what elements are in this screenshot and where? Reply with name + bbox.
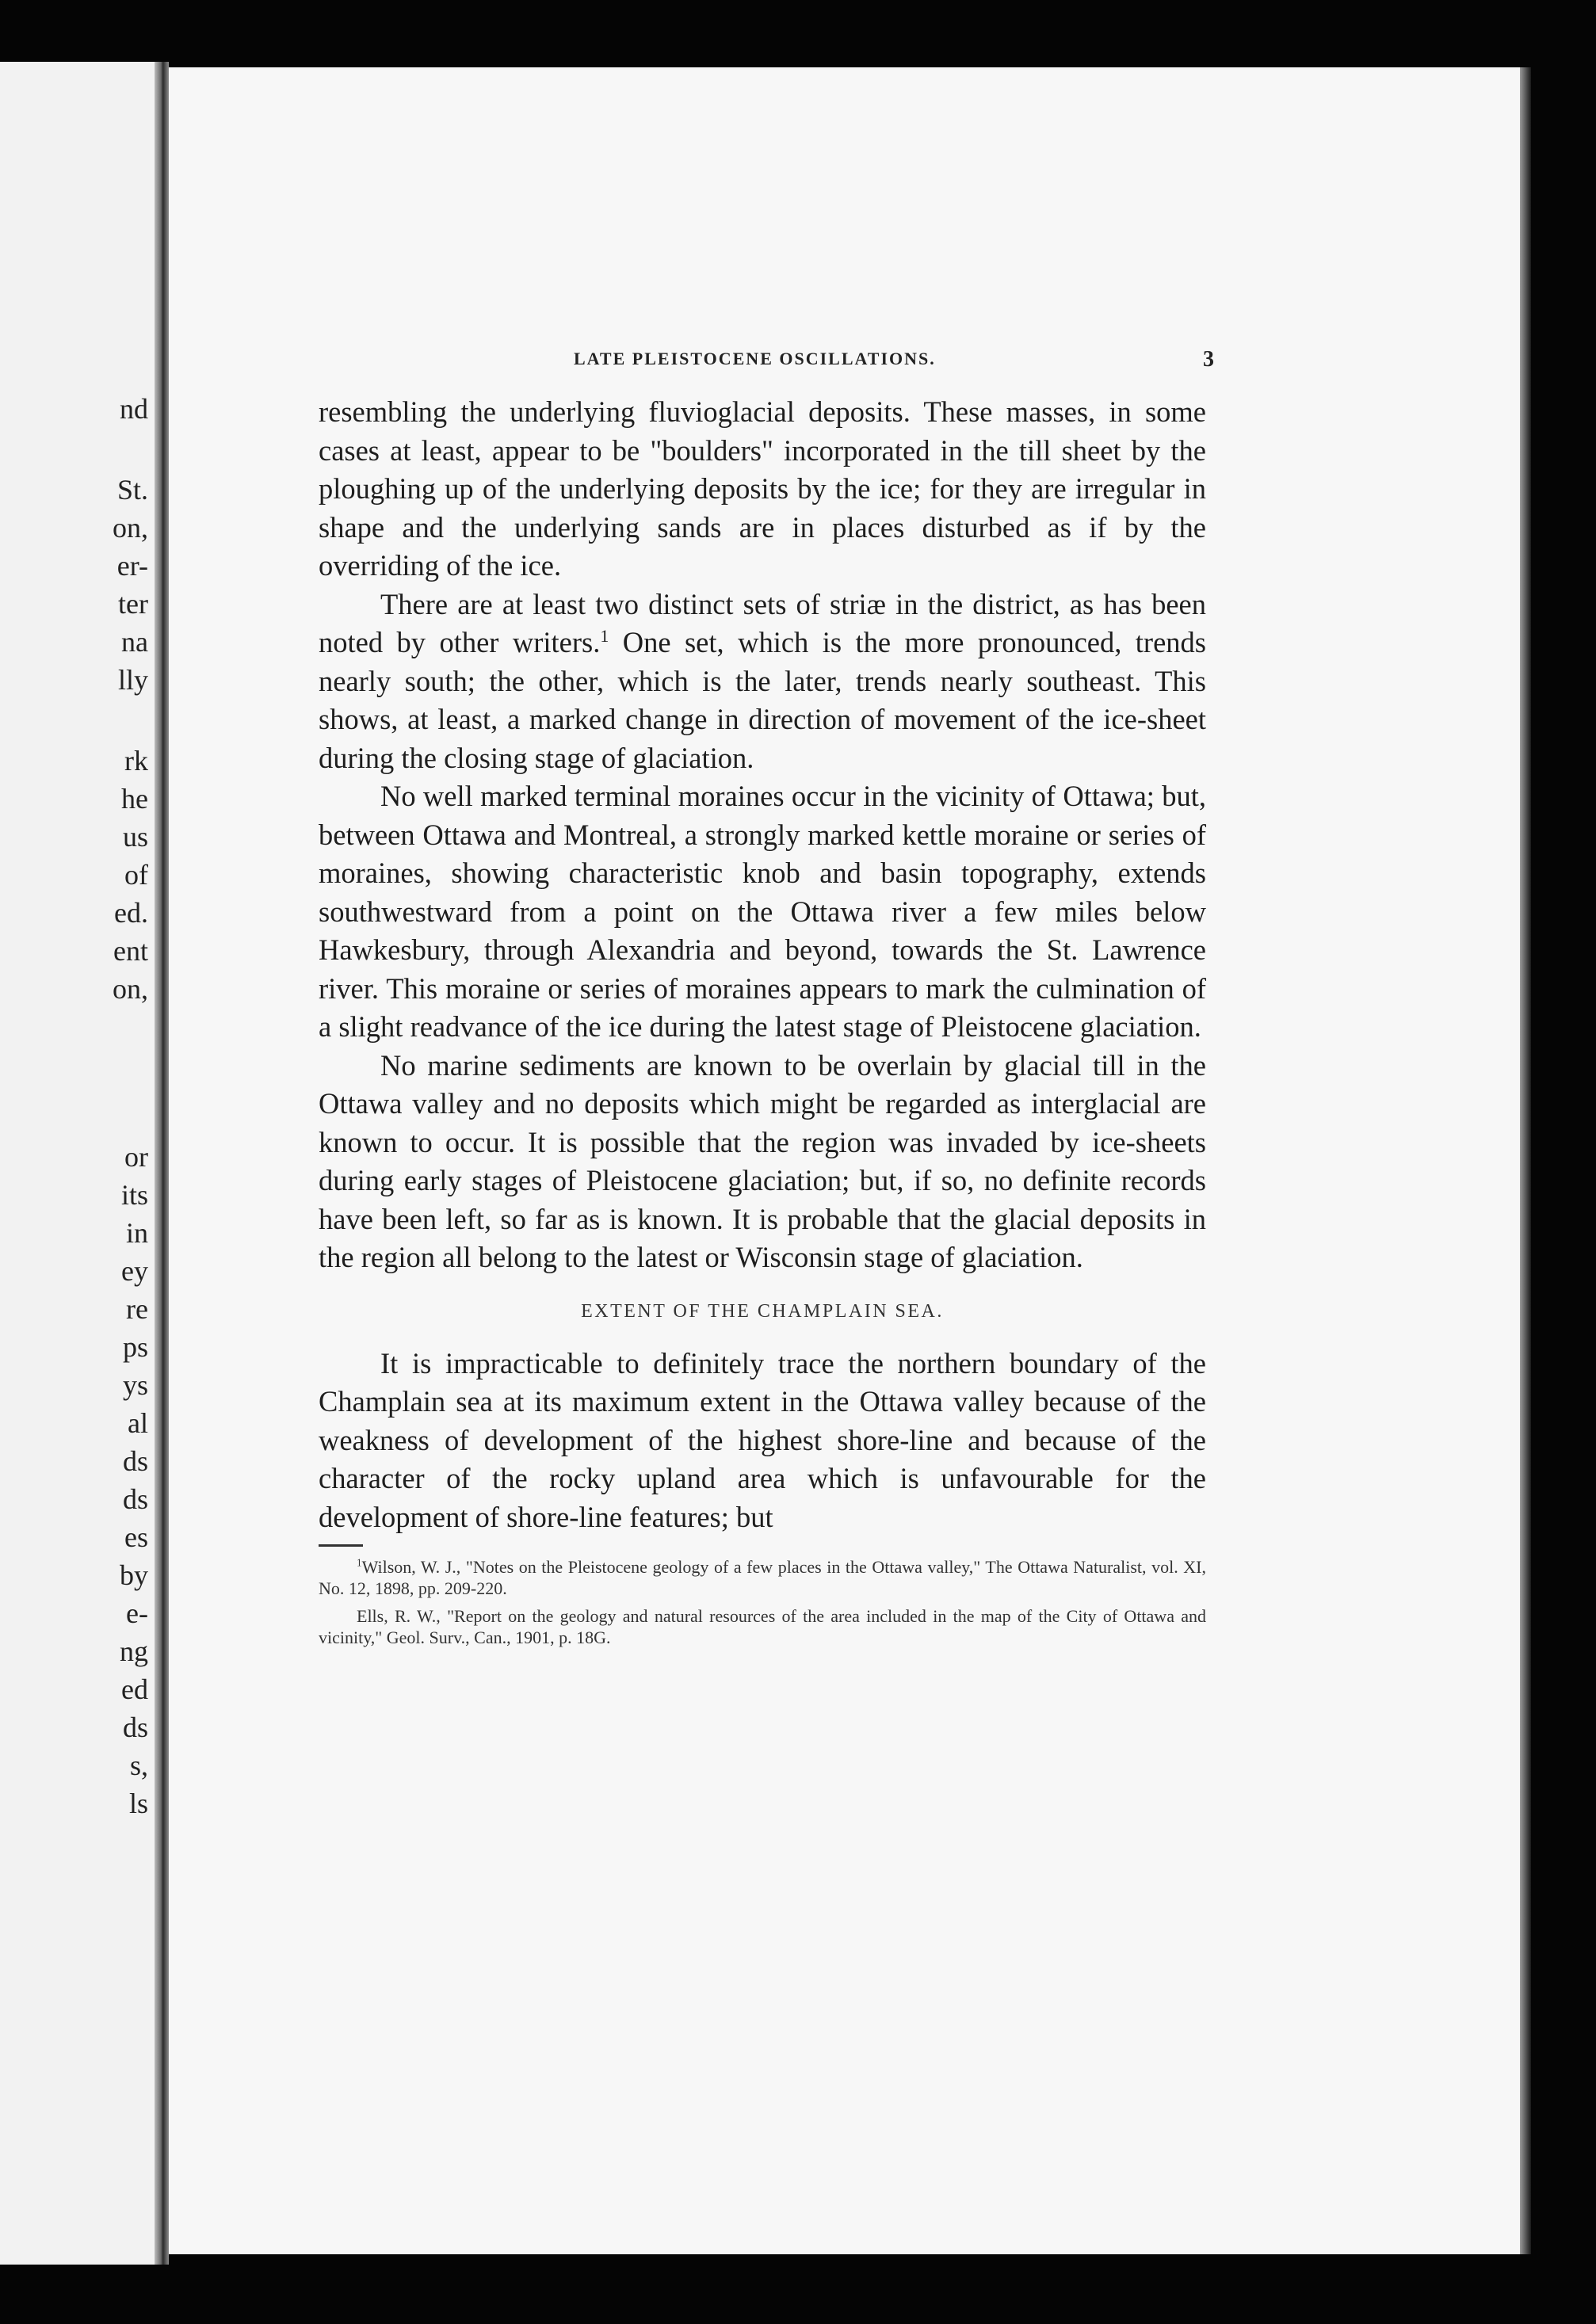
left-fragment: ter [118, 588, 148, 620]
left-fragment: lly [117, 664, 148, 696]
paragraph-marine-sediments: No marine sediments are known to be overlain by glacial till in the Ottawa valley and no deposits which might be regarded as interglacial are known to occur. It is possible that the region was invaded by ice-sheets during early stages of Pleistocene glaciation; but, if so, no definite records have been left, so far as is known. It is probable that the glacial deposits in the region all belong to the latest or Wisconsin stage of glaciation. [319, 1048, 1206, 1273]
left-fragment: ent [113, 935, 148, 967]
left-fragment: its [120, 1179, 148, 1211]
left-fragment: St. [116, 474, 148, 506]
left-fragment: ds [122, 1445, 148, 1477]
left-fragment: ng [120, 1635, 148, 1667]
paragraph-striae [319, 586, 1206, 778]
running-title: LATE PLEISTOCENE OSCILLATIONS. [574, 349, 936, 368]
book-gutter [155, 62, 169, 2265]
left-fragment: es [124, 1521, 148, 1553]
left-fragment: he [121, 783, 148, 815]
footnote-1 [319, 1556, 1206, 1599]
left-fragment: ls [128, 1788, 148, 1819]
left-fragment: ed [121, 1673, 148, 1705]
left-fragment: by [120, 1559, 148, 1591]
left-fragment: on, [113, 973, 148, 1005]
section-heading: EXTENT OF THE CHAMPLAIN SEA. [581, 1300, 944, 1322]
left-fragment: al [128, 1407, 148, 1439]
left-page-fragment [0, 62, 155, 2265]
left-fragment: us [122, 821, 148, 853]
paragraph-striae-start: There are at least two distinct sets of striæ in the district, as has been noted by other writers. [319, 587, 1206, 658]
left-fragment: ed. [114, 897, 148, 929]
left-fragment: e- [126, 1597, 148, 1629]
left-fragment: rk [124, 745, 148, 777]
paragraph-champlain-sea: It is impracticable to definitely trace the northern boundary of the Champlain sea at its maximum extent in the Ottawa valley because of the weakness of development of the highest shore-line and because of the character of the rocky upland area which is unfavourable for the development of shore-line features; but [319, 1346, 1206, 1533]
footnote-rule [319, 1544, 363, 1547]
page-edge-shadow [1520, 67, 1531, 2254]
running-head [319, 347, 1214, 380]
footnote-1-text: Wilson, W. J., "Notes on the Pleistocene geology of a few places in the Ottawa valley," The Ottawa Naturalist, vol. XI, No. 12, 1898, pp. 209-220. [319, 1557, 1206, 1598]
left-fragment: re [126, 1293, 148, 1325]
left-fragment: ps [122, 1331, 148, 1363]
left-fragment: na [121, 626, 148, 658]
left-fragment: nd [120, 393, 148, 425]
footnote-mark: 1 [357, 1556, 362, 1569]
left-fragment: of [124, 859, 148, 891]
paragraph-continuation: resembling the underlying fluvioglacial deposits. These masses, in some cases at least, appear to be "boulders" incorporated in the till sheet by the ploughing up of the underlying deposits by the ice; for they are irregular in shape and the underlying sands are in places disturbed as if by the overriding of the ice. [319, 395, 1206, 582]
left-fragment: ys [122, 1369, 148, 1401]
footnote-2: Ells, R. W., "Report on the geology and natural resources of the area included in the map of the City of Ottawa and vicinity," Geol. Surv., Can., 1901, p. 18G. [319, 1606, 1206, 1647]
left-fragment: in [125, 1217, 148, 1249]
page-number: 3 [1203, 347, 1214, 372]
paragraph-moraines: No well marked terminal moraines occur in the vicinity of Ottawa; but, between Ottawa and Montreal, a strongly marked kettle moraine or series of moraines, showing characteristic knob and basin topography, extends southwestward from a point on the Ottawa river a few miles below Hawkesbury, through Alexandria and beyond, towards the St. Lawrence river. This moraine or series of moraines appears to mark the culmination of a slight readvance of the ice during the latest stage of Pleistocene glaciation. [319, 780, 1206, 1043]
paragraph-striae-rest: One set, which is the more pronounced, trends nearly south; the other, which is the later, trends nearly southeast. This shows, at least, a marked change in direction of movement of the ice-sheet during the closing stage of glaciation. [319, 626, 1206, 774]
left-fragment: or [124, 1141, 148, 1173]
left-fragment: ds [122, 1483, 148, 1515]
left-fragment: s, [129, 1750, 148, 1781]
left-fragment: on, [113, 512, 148, 544]
footnote-reference: 1 [600, 625, 609, 646]
page-text-block [319, 347, 1214, 1654]
left-fragment: ey [121, 1255, 148, 1287]
left-fragment: er- [116, 550, 148, 582]
left-fragment: ds [122, 1712, 148, 1743]
